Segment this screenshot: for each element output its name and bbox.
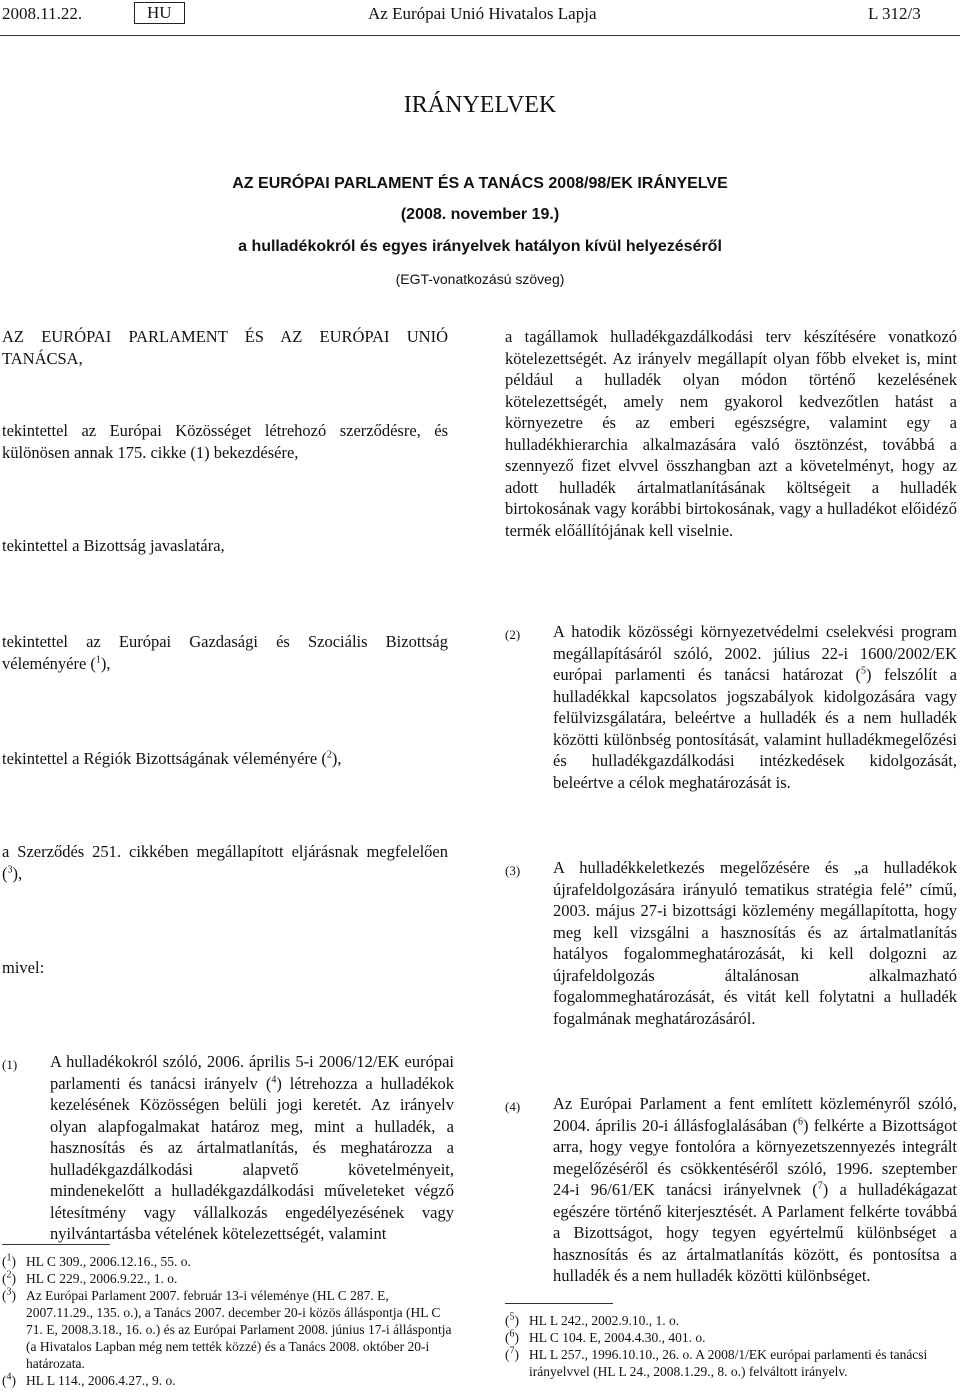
footnote-text: HL L 257., 1996.10.10., 26. o. A 2008/1/EK európai parlamenti és tanácsi irányelvvel (HL L 24., 2008.1.29., 8. o.) felváltott irányelv. bbox=[529, 1347, 928, 1379]
citation-regions bbox=[2, 748, 448, 770]
recital-text bbox=[50, 1051, 454, 1245]
recital-text-part: ) a hulladékágazat egészére történő kiterjesztését. A Parlament felkérte továbbá a Bizottságot, hogy tegyen egyértelmű különbséget a hasznosítás és az ártalmatlanítás között, és pontosítsa a hulladék és a nem hulladék közötti különbséget. bbox=[553, 1180, 957, 1285]
footnote bbox=[2, 1253, 454, 1270]
footnote-number: ($^6$) bbox=[505, 1328, 519, 1345]
footnote bbox=[2, 1287, 454, 1372]
citation-esc-text: tekintettel az Európai Gazdasági és Szociális Bizottság véleményére ( bbox=[2, 632, 448, 673]
section-title: IRÁNYELVEK bbox=[403, 92, 557, 118]
recital-text-part: ) létrehozza a hulladékok kezelésének Közösségen belüli jogi keretét. Az irányelv olyan alapfogalmakat határoz meg, mint a hulladék, a hasznosítás és az ártalmatlanítás, és meghatározza a hulladékgazdálkodási alapvető követelményeit, mindenekelőtt a hulladékgazdálkodási műveleteket végző létesítmény vagy vállalkozás engedélyezésének vagy nyilvántartásba vételének kötelezettségét, valamint bbox=[50, 1073, 454, 1243]
recital-number: (1) bbox=[2, 1057, 18, 1072]
preamble-authority: AZ EURÓPAI PARLAMENT ÉS AZ EURÓPAI UNIÓ TANÁCSA, bbox=[2, 327, 448, 368]
footnote-ref: 5 bbox=[861, 665, 867, 677]
recital-1-continued: a tagállamok hulladékgazdálkodási terv készítésére vonatkozó kötelezettségét. Az irányelv megállapít olyan főbb elveket is, mint például a hulladék olyan módon történő kezelésének kötelezettségét, amely nem gyakorol kedvezőtlen hatást a környezetre és az emberi egészségre, valamint egy a hulladékhierarchia alkalmazására való ösztönzést, továbbá a szennyező fizet elvvel összhangban azt a követelményt, hogy az adott hulladék ártalmatlanításának költségeit a hulladék birtokosának vagy korábbi birtokosának, vagy a hulladékot előidéző termék előállítójának kell viselnie. bbox=[505, 327, 957, 540]
recital-number: (3) bbox=[505, 863, 521, 878]
footnote-text: HL C 309., 2006.12.16., 55. o. bbox=[26, 1254, 191, 1269]
footnotes-right bbox=[505, 1312, 957, 1380]
citation-procedure-text: a Szerződés 251. cikkében megállapított eljárásnak megfelelően ( bbox=[2, 842, 448, 883]
footnote bbox=[2, 1372, 454, 1389]
recital-text: A hulladékkeletkezés megelőzésére és „a hulladékok újrafeldolgozására irányuló tematikus stratégia felé” című, 2003. május 27-i bizottsági közlemény megállapította, hogy meg kell vizsgálni a hasznosítás és az ártalmatlanítás hatályos fogalommeghatározását, ki kell dolgozni az újrafeldolgozás általánosan alkalmazható fogalommeghatározását, és vitát kell folytatni a hulladék fogalmának meghatározásáról. bbox=[553, 858, 957, 1028]
recital-number: (4) bbox=[505, 1099, 521, 1114]
footnote-ref: 7 bbox=[817, 1180, 823, 1192]
directive-subject: a hulladékokról és egyes irányelvek hatályon kívül helyezéséről bbox=[238, 238, 722, 255]
journal-name: Az Európai Unió Hivatalos Lapja bbox=[368, 4, 597, 23]
language-badge: HU bbox=[134, 2, 185, 24]
footnote bbox=[505, 1312, 957, 1329]
header-date: 2008.11.22. bbox=[2, 4, 83, 23]
footnote-number: ($^5$) bbox=[505, 1311, 519, 1328]
recital-4 bbox=[505, 1093, 957, 1293]
footnote bbox=[505, 1329, 957, 1346]
citation-esc bbox=[2, 631, 448, 674]
footnote-ref: 6 bbox=[797, 1116, 803, 1127]
recital-text bbox=[553, 1093, 957, 1287]
recital-text-part: A hatodik közösségi környezetvédelmi cselekvési program megállapításáról szóló, 2002. július 22-i 1600/2002/EK európai parlamenti és tanácsi határozat ( bbox=[553, 622, 957, 684]
footnote-text: Az Európai Parlament 2007. február 13-i véleménye (HL C 287. E, 2007.11.29., 135. o.), a Tanács 2007. december 20-i közös álláspontja (HL C 71. E, 2008.3.18., 16. o.) és az Európai Parlament 2008. június 17-i álláspontja (a Hivatalos Lapban még nem tették közzé) és a Tanács 2008. október 20-i határozata. bbox=[26, 1288, 452, 1371]
footnote-text: HL L 114., 2006.4.27., 9. o. bbox=[26, 1373, 176, 1388]
citation-procedure bbox=[2, 841, 448, 884]
citation-regions-text: tekintettel a Régiók Bizottságának véleményére ( bbox=[2, 749, 327, 768]
footnote-ref: 4 bbox=[271, 1074, 277, 1085]
footnote-text: HL L 242., 2002.9.10., 1. o. bbox=[529, 1313, 680, 1328]
footnote-text: HL C 229., 2006.9.22., 1. o. bbox=[26, 1271, 178, 1286]
footnote-number: ($^2$) bbox=[2, 1269, 16, 1286]
footnotes-left bbox=[2, 1253, 454, 1389]
header-rule bbox=[0, 35, 960, 36]
recital-3 bbox=[505, 857, 957, 1027]
whereas-intro: mivel: bbox=[2, 958, 45, 977]
footnote-ref: 2 bbox=[326, 749, 332, 761]
directive-date: (2008. november 19.) bbox=[400, 206, 560, 223]
recital-text bbox=[553, 621, 957, 793]
footnote-number: ($^7$) bbox=[505, 1345, 519, 1362]
citation-esc-end: ), bbox=[100, 653, 111, 673]
recital-2 bbox=[505, 621, 957, 791]
footnote-rule bbox=[2, 1244, 110, 1245]
citation-treaty: tekintettel az Európai Közösséget létrehozó szerződésre, és különösen annak 175. cikke (1) bekezdésére, bbox=[2, 421, 448, 462]
footnote-rule bbox=[505, 1303, 613, 1304]
recital-text-part: ) felszólít a hulladékkal kapcsolatos jogszabályok kidolgozására vagy felülvizsgálatára, beleértve a hulladék és a nem hulladék közötti különbség pontosítását, valamint hulladékmegelőzési és hulladékgazdálkodási intézkedések kidolgozását, beleértve a célok meghatározását is. bbox=[553, 665, 957, 792]
page-number: L 312/3 bbox=[868, 4, 921, 23]
recital-text-part: Az Európai Parlament a fent említett közleményről szóló, 2004. április 20-i állásfoglalásában ( bbox=[553, 1094, 957, 1135]
citation-regions-end: ), bbox=[331, 749, 342, 768]
footnote-ref: 3 bbox=[7, 864, 13, 875]
footnote-number: ($^1$) bbox=[2, 1252, 16, 1269]
footnote-text: HL C 104. E, 2004.4.30., 401. o. bbox=[529, 1330, 706, 1345]
recital-number: (2) bbox=[505, 627, 521, 642]
directive-title: AZ EURÓPAI PARLAMENT ÉS A TANÁCS 2008/98/EK IRÁNYELVE bbox=[232, 175, 728, 192]
footnote-ref: 1 bbox=[95, 654, 101, 665]
eea-relevance: (EGT-vonatkozású szöveg) bbox=[395, 271, 565, 287]
recital-text-part: A hulladékokról szóló, 2006. április 5-i 2006/12/EK európai parlamenti és tanácsi irányelv ( bbox=[50, 1052, 454, 1093]
footnote bbox=[2, 1270, 454, 1287]
citation-commission: tekintettel a Bizottság javaslatára, bbox=[2, 536, 225, 555]
recital-1 bbox=[2, 1051, 454, 1243]
footnote bbox=[505, 1346, 957, 1380]
footnote-number: ($^3$) bbox=[2, 1286, 16, 1303]
recital-text-part: ) felkérte a Bizottságot arra, hogy vegye fontolóra a környezetszennyezés integrált megelőzéséről és csökkentéséről szóló, 1996. szeptember 24-i 96/61/EK tanácsi irányelvnek ( bbox=[553, 1115, 958, 1199]
footnote-number: ($^4$) bbox=[2, 1371, 16, 1388]
citation-procedure-end: ), bbox=[12, 863, 23, 883]
